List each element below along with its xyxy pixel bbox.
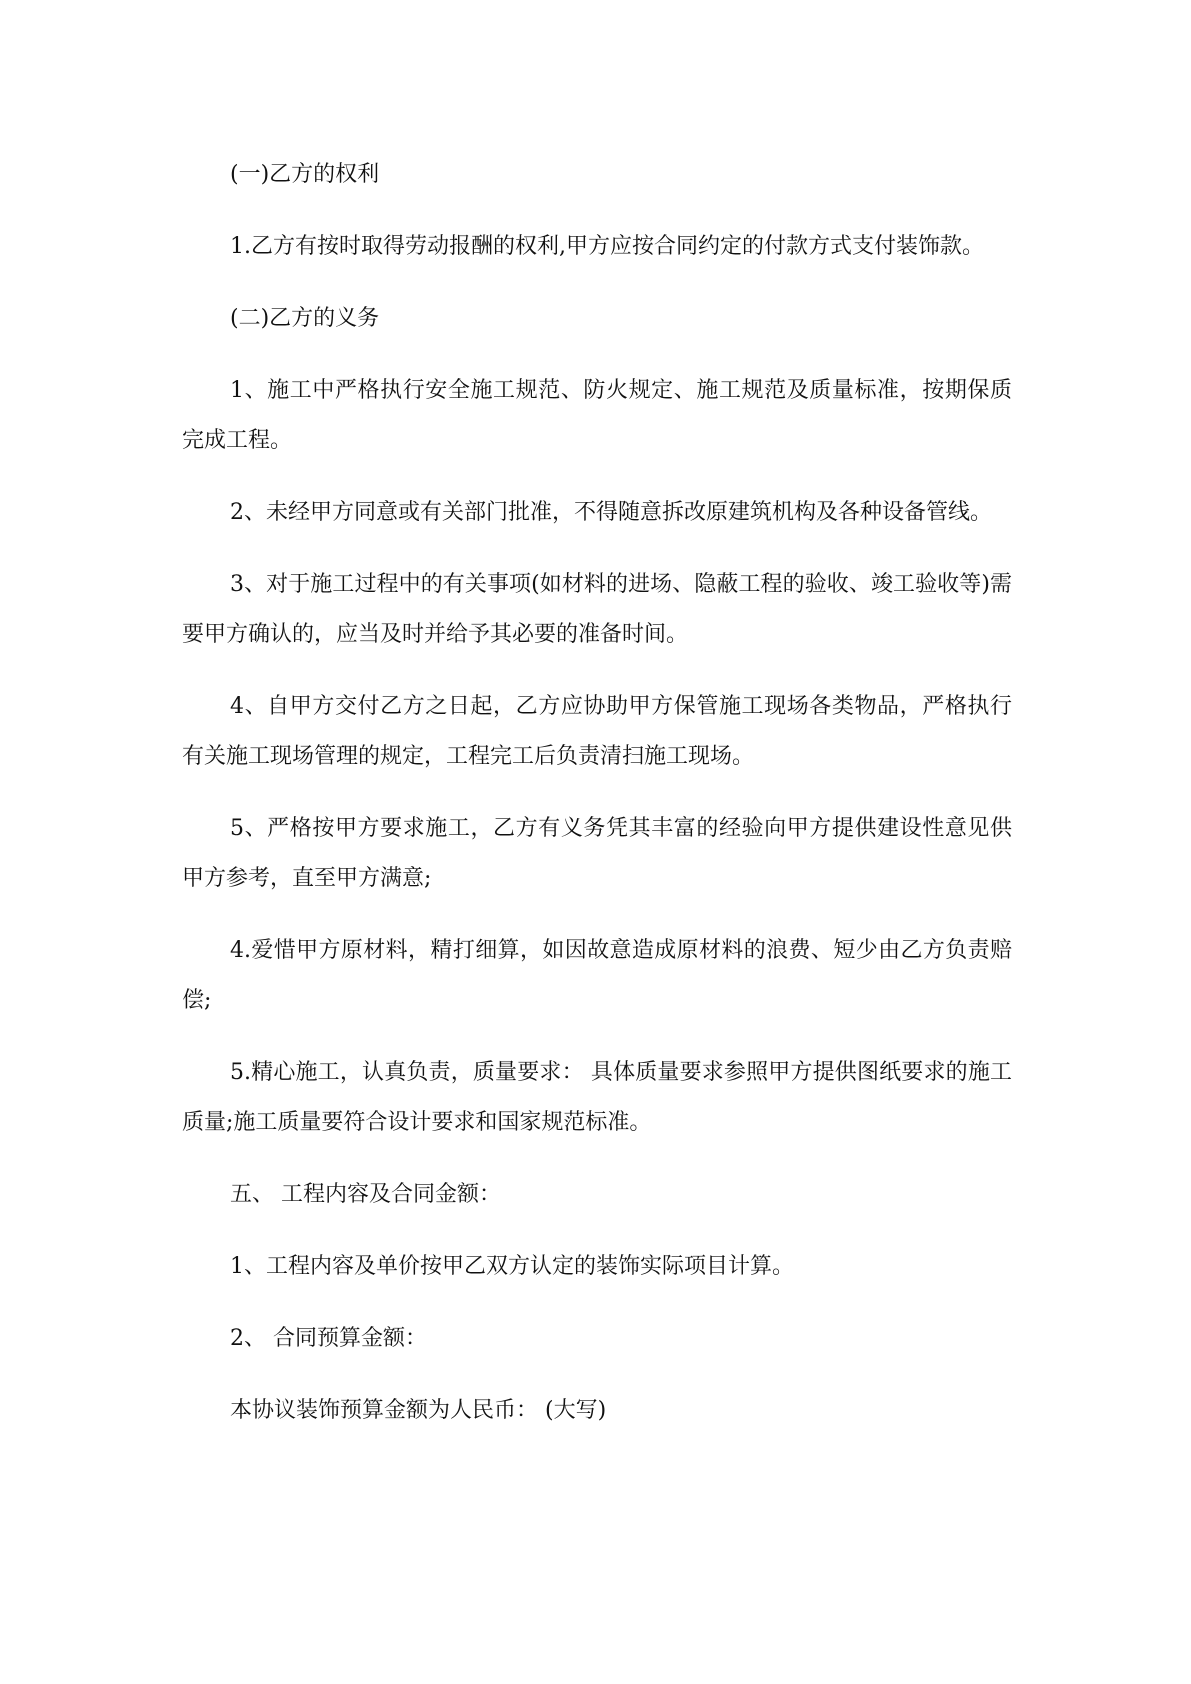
paragraph: 5.精心施工，认真负责，质量要求： 具体质量要求参照甲方提供图纸要求的施工质量;施工质量要符合设计要求和国家规范标准。 bbox=[182, 1060, 1012, 1135]
paragraph: 1、工程内容及单价按甲乙双方认定的装饰实际项目计算。 bbox=[230, 1254, 794, 1279]
paragraph: 2、 合同预算金额： bbox=[230, 1326, 427, 1351]
section-heading-contract-amount: 五、 工程内容及合同金额： bbox=[230, 1182, 501, 1207]
paragraph: 2、未经甲方同意或有关部门批准，不得随意拆改原建筑机构及各种设备管线。 bbox=[230, 500, 992, 525]
paragraph: 1.乙方有按时取得劳动报酬的权利,甲方应按合同约定的付款方式支付装饰款。 bbox=[230, 234, 984, 259]
paragraph: 5、严格按甲方要求施工，乙方有义务凭其丰富的经验向甲方提供建设性意见供甲方参考，直至甲方满意; bbox=[182, 816, 1012, 891]
paragraph: 本协议装饰预算金额为人民币： (大写) bbox=[230, 1398, 607, 1423]
paragraph: 4.爱惜甲方原材料，精打细算，如因故意造成原材料的浪费、短少由乙方负责赔偿; bbox=[182, 938, 1012, 1013]
paragraph: 3、对于施工过程中的有关事项(如材料的进场、隐蔽工程的验收、竣工验收等)需要甲方确认的，应当及时并给予其必要的准备时间。 bbox=[182, 572, 1012, 647]
document-body bbox=[182, 150, 1012, 1458]
paragraph: 4、自甲方交付乙方之日起，乙方应协助甲方保管施工现场各类物品，严格执行有关施工现场管理的规定，工程完工后负责清扫施工现场。 bbox=[182, 694, 1012, 769]
paragraph: 1、施工中严格执行安全施工规范、防火规定、施工规范及质量标准，按期保质完成工程。 bbox=[182, 378, 1012, 453]
section-heading-rights: (一)乙方的权利 bbox=[230, 162, 380, 187]
section-heading-obligations: (二)乙方的义务 bbox=[230, 306, 380, 331]
